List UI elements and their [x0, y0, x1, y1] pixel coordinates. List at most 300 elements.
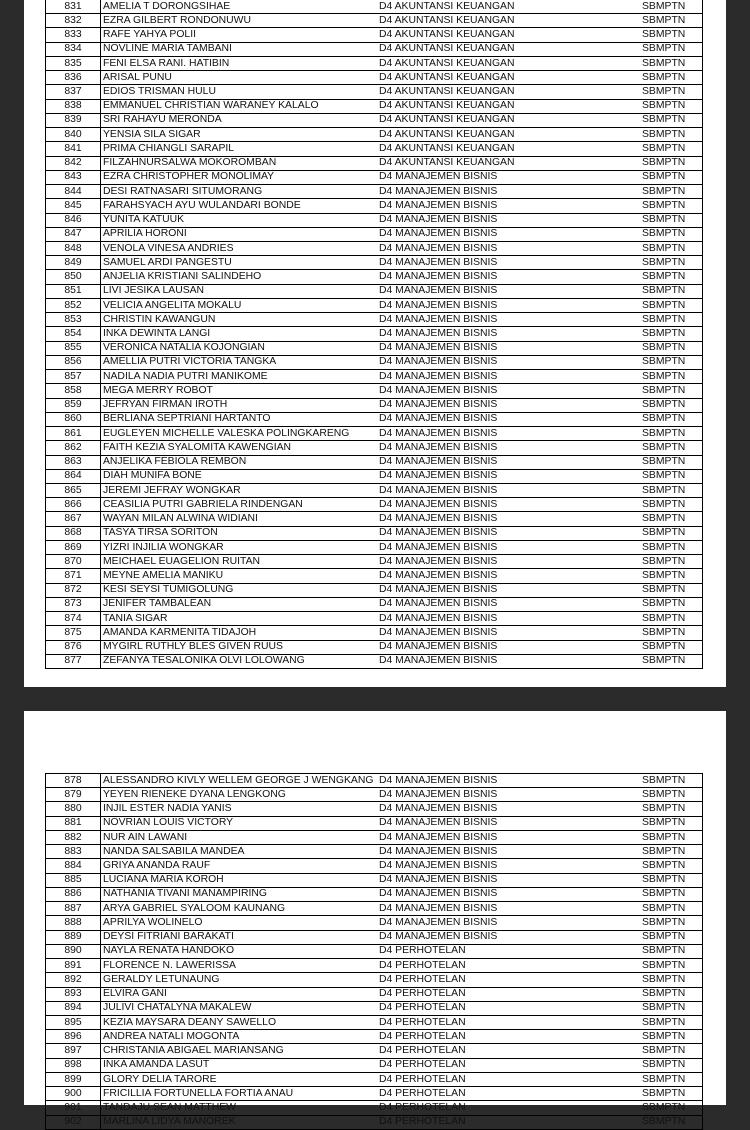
row-number: 884	[46, 859, 101, 873]
admission-path: SBMPTN	[642, 803, 686, 815]
study-program: D4 MANAJEMEN BISNIS	[379, 774, 498, 786]
student-name: FAITH KEZIA SYALOMITA KAWENGIAN	[103, 441, 292, 453]
row-number: 901	[46, 1101, 101, 1115]
table-row	[46, 1001, 703, 1015]
admission-path: SBMPTN	[642, 470, 686, 482]
study-program: D4 MANAJEMEN BISNIS	[379, 541, 498, 553]
student-name: GRIYA ANANDA RAUF	[103, 860, 211, 872]
row-number: 857	[46, 370, 101, 384]
admission-path: SBMPTN	[642, 598, 686, 610]
student-name: YEYEN RIENEKE DYANA LENGKONG	[103, 788, 286, 800]
study-program: D4 PERHOTELAN	[379, 1073, 466, 1085]
student-name: GERALDY LETUNAUNG	[103, 973, 220, 985]
row-number: 886	[46, 887, 101, 901]
admission-path: SBMPTN	[642, 655, 686, 667]
table-row	[46, 830, 703, 844]
table-row	[46, 227, 703, 241]
study-program: D4 AKUNTANSI KEUANGAN	[379, 29, 515, 41]
row-number: 890	[46, 944, 101, 958]
table-row	[46, 1058, 703, 1072]
admission-path: SBMPTN	[642, 1002, 686, 1014]
table-row	[46, 930, 703, 944]
table-row	[46, 1087, 703, 1101]
table-row	[46, 959, 703, 973]
table-row	[46, 256, 703, 270]
row-number: 834	[46, 42, 101, 56]
student-name: CHRISTANIA ABIGAEL MARIANSANG	[103, 1045, 284, 1057]
table-row	[46, 526, 703, 540]
student-name: JEREMI JEFRAY WONGKAR	[103, 484, 241, 496]
row-number: 842	[46, 156, 101, 170]
study-program: D4 MANAJEMEN BISNIS	[379, 214, 498, 226]
student-name: FARAHSYACH AYU WULANDARI BONDE	[103, 199, 301, 211]
student-name: NUR AIN LAWANI	[103, 831, 188, 843]
study-program: D4 MANAJEMEN BISNIS	[379, 803, 498, 815]
admission-path: SBMPTN	[642, 185, 686, 197]
student-name: EDIOS TRISMAN HULU	[103, 86, 216, 98]
admission-path: SBMPTN	[642, 988, 686, 1000]
row-number: 864	[46, 469, 101, 483]
study-program: D4 MANAJEMEN BISNIS	[379, 413, 498, 425]
table-row	[46, 802, 703, 816]
study-program: D4 PERHOTELAN	[379, 1002, 466, 1014]
admission-path: SBMPTN	[642, 888, 686, 900]
admission-path: SBMPTN	[642, 1045, 686, 1057]
row-number: 878	[46, 774, 101, 788]
row-number: 839	[46, 113, 101, 127]
study-program: D4 AKUNTANSI KEUANGAN	[379, 114, 515, 126]
student-name: DIAH MUNIFA BONE	[103, 470, 202, 482]
student-name: ALESSANDRO KIVLY WELLEM GEORGE J WENGKANG	[103, 774, 374, 786]
admission-path: SBMPTN	[642, 86, 686, 98]
table-row	[46, 654, 703, 668]
admission-path: SBMPTN	[642, 157, 686, 169]
admission-path: SBMPTN	[642, 57, 686, 69]
student-name: AMELIA T DORONGSIHAE	[103, 0, 231, 12]
student-name: MYGIRL RUTHLY BLES GIVEN RUUS	[103, 641, 283, 653]
study-program: D4 AKUNTANSI KEUANGAN	[379, 157, 515, 169]
admission-path: SBMPTN	[642, 228, 686, 240]
admission-path: SBMPTN	[642, 1102, 686, 1113]
table-row	[46, 569, 703, 583]
student-name: EZRA CHRISTOPHER MONOLIMAY	[103, 171, 275, 183]
table-row	[46, 916, 703, 930]
row-number: 900	[46, 1087, 101, 1101]
student-name: KESI SEYSI TUMIGOLUNG	[103, 584, 234, 596]
admission-path: SBMPTN	[642, 71, 686, 83]
table-row	[46, 455, 703, 469]
table-row	[46, 270, 703, 284]
admission-path: SBMPTN	[642, 513, 686, 525]
table-row	[46, 384, 703, 398]
table-row	[46, 56, 703, 70]
row-number: 836	[46, 71, 101, 85]
student-name: EUGLEYEN MICHELLE VALESKA POLINGKARENG	[103, 427, 350, 439]
study-program: D4 MANAJEMEN BISNIS	[379, 356, 498, 368]
student-table	[45, 0, 703, 669]
row-number: 844	[46, 185, 101, 199]
admission-path: SBMPTN	[642, 788, 686, 800]
row-number: 873	[46, 597, 101, 611]
study-program: D4 MANAJEMEN BISNIS	[379, 384, 498, 396]
admission-path: SBMPTN	[642, 1059, 686, 1071]
row-number: 897	[46, 1044, 101, 1058]
study-program: D4 MANAJEMEN BISNIS	[379, 427, 498, 439]
study-program: D4 MANAJEMEN BISNIS	[379, 555, 498, 567]
row-number: 888	[46, 916, 101, 930]
table-row	[46, 85, 703, 99]
admission-path: SBMPTN	[642, 214, 686, 226]
student-name: INKA DEWINTA LANGI	[103, 328, 211, 339]
admission-path: SBMPTN	[642, 774, 686, 786]
row-number: 855	[46, 341, 101, 355]
student-name: JEFRYAN FIRMAN IROTH	[103, 399, 228, 411]
table-row	[46, 859, 703, 873]
study-program: D4 MANAJEMEN BISNIS	[379, 313, 498, 325]
study-program: D4 AKUNTANSI KEUANGAN	[379, 57, 515, 69]
admission-path: SBMPTN	[642, 399, 686, 411]
student-name: CEASILIA PUTRI GABRIELA RINDENGAN	[103, 498, 303, 510]
study-program: D4 PERHOTELAN	[379, 1087, 466, 1099]
row-number: 859	[46, 398, 101, 412]
study-program: D4 MANAJEMEN BISNIS	[379, 860, 498, 872]
admission-path: SBMPTN	[642, 916, 686, 928]
student-name: JULIVI CHATALYNA MAKALEW	[103, 1002, 252, 1014]
study-program: D4 MANAJEMEN BISNIS	[379, 888, 498, 900]
study-program: D4 PERHOTELAN	[379, 1045, 466, 1057]
study-program: D4 MANAJEMEN BISNIS	[379, 242, 498, 254]
row-number: 850	[46, 270, 101, 284]
study-program: D4 PERHOTELAN	[379, 988, 466, 1000]
row-number: 868	[46, 526, 101, 540]
table-row	[46, 1101, 703, 1115]
student-name: EZRA GILBERT RONDONUWU	[103, 14, 251, 26]
student-name: SAMUEL ARDI PANGESTU	[103, 256, 232, 268]
table-row	[46, 28, 703, 42]
student-name: FENI ELSA RANI. HATIBIN	[103, 57, 230, 69]
student-name: NATHANIA TIVANI MANAMPIRING	[103, 888, 267, 900]
table-row	[46, 540, 703, 554]
study-program: D4 AKUNTANSI KEUANGAN	[379, 71, 515, 83]
row-number: 876	[46, 640, 101, 654]
study-program: D4 MANAJEMEN BISNIS	[379, 185, 498, 197]
table-row	[46, 774, 703, 788]
study-program: D4 MANAJEMEN BISNIS	[379, 342, 498, 354]
row-number: 856	[46, 355, 101, 369]
student-name: AMANDA KARMENITA TIDAJOH	[103, 626, 257, 638]
table-row	[46, 355, 703, 369]
row-number: 889	[46, 930, 101, 944]
student-name: APRILIA HORONI	[103, 228, 187, 240]
study-program: D4 MANAJEMEN BISNIS	[379, 513, 498, 525]
study-program: D4 MANAJEMEN BISNIS	[379, 612, 498, 624]
row-number: 858	[46, 384, 101, 398]
student-name: LUCIANA MARIA KOROH	[103, 874, 224, 886]
table-row	[46, 0, 703, 14]
admission-path: SBMPTN	[642, 527, 686, 539]
student-name: GLORY DELIA TARORE	[103, 1073, 217, 1085]
student-name: NANDA SALSABILA MANDEA	[103, 845, 245, 857]
admission-path: SBMPTN	[642, 299, 686, 311]
student-name: FRICILLIA FORTUNELLA FORTIA ANAU	[103, 1087, 294, 1099]
study-program: D4 MANAJEMEN BISNIS	[379, 328, 498, 339]
student-name: DEYSI FITRIANI BARAKATI	[103, 931, 234, 943]
admission-path: SBMPTN	[642, 817, 686, 829]
row-number: 865	[46, 483, 101, 497]
document-page-2	[24, 711, 726, 1128]
table-row	[46, 284, 703, 298]
admission-path: SBMPTN	[642, 128, 686, 140]
student-name: NOVLINE MARIA TAMBANI	[103, 43, 232, 55]
study-program: D4 MANAJEMEN BISNIS	[379, 256, 498, 268]
row-number: 875	[46, 626, 101, 640]
student-name: MEYNE AMELIA MANIKU	[103, 569, 224, 581]
study-program: D4 AKUNTANSI KEUANGAN	[379, 128, 515, 140]
row-number: 835	[46, 56, 101, 70]
table-row	[46, 640, 703, 654]
row-number: 881	[46, 816, 101, 830]
row-number: 894	[46, 1001, 101, 1015]
admission-path: SBMPTN	[642, 328, 686, 339]
row-number: 896	[46, 1030, 101, 1044]
admission-path: SBMPTN	[642, 441, 686, 453]
row-number: 892	[46, 973, 101, 987]
table-row	[46, 412, 703, 426]
student-name: TANDAJU SEAN MATTHEW	[103, 1102, 236, 1113]
admission-path: SBMPTN	[642, 902, 686, 914]
student-name: YENSIA SILA SIGAR	[103, 128, 201, 140]
table-row	[46, 873, 703, 887]
table-row	[46, 1044, 703, 1058]
document-page-1	[24, 0, 726, 687]
student-name: ZEFANYA TESALONIKA OLVI LOLOWANG	[103, 655, 305, 667]
table-row	[46, 498, 703, 512]
study-program: D4 MANAJEMEN BISNIS	[379, 641, 498, 653]
admission-path: SBMPTN	[642, 626, 686, 638]
table-row	[46, 1030, 703, 1044]
row-number: 862	[46, 441, 101, 455]
admission-path: SBMPTN	[642, 1087, 686, 1099]
table-row	[46, 583, 703, 597]
student-name: APRILYA WOLINELO	[103, 916, 203, 928]
student-name: DESI RATNASARI SITUMORANG	[103, 185, 263, 197]
student-name: ELVIRA GANI	[103, 988, 167, 1000]
admission-path: SBMPTN	[642, 384, 686, 396]
study-program: D4 AKUNTANSI KEUANGAN	[379, 86, 515, 98]
admission-path: SBMPTN	[642, 555, 686, 567]
row-number: 885	[46, 873, 101, 887]
table-row	[46, 42, 703, 56]
study-program: D4 MANAJEMEN BISNIS	[379, 817, 498, 829]
row-number: 847	[46, 227, 101, 241]
admission-path: SBMPTN	[642, 0, 686, 12]
admission-path: SBMPTN	[642, 285, 686, 297]
study-program: D4 MANAJEMEN BISNIS	[379, 655, 498, 667]
row-number: 849	[46, 256, 101, 270]
row-number: 882	[46, 830, 101, 844]
study-program: D4 MANAJEMEN BISNIS	[379, 569, 498, 581]
admission-path: SBMPTN	[642, 342, 686, 354]
table-row	[46, 512, 703, 526]
table-row	[46, 944, 703, 958]
table-row	[46, 1115, 703, 1129]
study-program: D4 PERHOTELAN	[379, 1116, 466, 1128]
study-program: D4 AKUNTANSI KEUANGAN	[379, 142, 515, 154]
study-program: D4 AKUNTANSI KEUANGAN	[379, 0, 515, 12]
student-table	[45, 773, 703, 1130]
row-number: 852	[46, 298, 101, 312]
study-program: D4 AKUNTANSI KEUANGAN	[379, 43, 515, 55]
student-name: AMELLIA PUTRI VICTORIA TANGKA	[103, 356, 277, 368]
table-row	[46, 1072, 703, 1086]
study-program: D4 MANAJEMEN BISNIS	[379, 299, 498, 311]
admission-path: SBMPTN	[642, 484, 686, 496]
student-name: RAFE YAHYA POLII	[103, 29, 196, 41]
student-name: WAYAN MILAN ALWINA WIDIANI	[103, 513, 258, 525]
student-name: CHRISTIN KAWANGUN	[103, 313, 216, 325]
admission-path: SBMPTN	[642, 498, 686, 510]
study-program: D4 PERHOTELAN	[379, 1030, 466, 1042]
row-number: 833	[46, 28, 101, 42]
admission-path: SBMPTN	[642, 1116, 686, 1128]
table-row	[46, 113, 703, 127]
admission-path: SBMPTN	[642, 356, 686, 368]
study-program: D4 MANAJEMEN BISNIS	[379, 931, 498, 943]
table-row	[46, 313, 703, 327]
study-program: D4 MANAJEMEN BISNIS	[379, 626, 498, 638]
table-row	[46, 185, 703, 199]
table-row	[46, 987, 703, 1001]
student-name: MEICHAEL EUAGELION RUITAN	[103, 555, 261, 567]
row-number: 867	[46, 512, 101, 526]
table-row	[46, 14, 703, 28]
admission-path: SBMPTN	[642, 271, 686, 283]
study-program: D4 MANAJEMEN BISNIS	[379, 831, 498, 843]
student-name: ANJELIKA FEBIOLA REMBON	[103, 456, 247, 468]
student-name: TASYA TIRSA SORITON	[103, 527, 218, 539]
study-program: D4 MANAJEMEN BISNIS	[379, 527, 498, 539]
student-name: PRIMA CHIANGLI SARAPIL	[103, 142, 235, 154]
table-row	[46, 887, 703, 901]
table-row	[46, 199, 703, 213]
row-number: 899	[46, 1072, 101, 1086]
admission-path: SBMPTN	[642, 860, 686, 872]
student-name: ANDREA NATALI MOGONTA	[103, 1030, 240, 1042]
row-number: 866	[46, 498, 101, 512]
admission-path: SBMPTN	[642, 171, 686, 183]
study-program: D4 MANAJEMEN BISNIS	[379, 902, 498, 914]
row-number: 869	[46, 540, 101, 554]
row-number: 883	[46, 845, 101, 859]
row-number: 870	[46, 555, 101, 569]
row-number: 832	[46, 14, 101, 28]
row-number: 902	[46, 1115, 101, 1129]
study-program: D4 MANAJEMEN BISNIS	[379, 271, 498, 283]
table-row	[46, 555, 703, 569]
row-number: 846	[46, 213, 101, 227]
student-name: NADILA NADIA PUTRI MANIKOME	[103, 370, 268, 382]
table-row	[46, 170, 703, 184]
student-name: FILZAHNURSALWA MOKOROMBAN	[103, 157, 277, 169]
study-program: D4 MANAJEMEN BISNIS	[379, 874, 498, 886]
row-number: 872	[46, 583, 101, 597]
study-program: D4 PERHOTELAN	[379, 973, 466, 985]
row-number: 853	[46, 313, 101, 327]
admission-path: SBMPTN	[642, 114, 686, 126]
student-name: SRI RAHAYU MERONDA	[103, 114, 222, 126]
admission-path: SBMPTN	[642, 569, 686, 581]
row-number: 874	[46, 612, 101, 626]
study-program: D4 MANAJEMEN BISNIS	[379, 441, 498, 453]
admission-path: SBMPTN	[642, 100, 686, 112]
study-program: D4 PERHOTELAN	[379, 1102, 466, 1113]
admission-path: SBMPTN	[642, 242, 686, 254]
study-program: D4 MANAJEMEN BISNIS	[379, 916, 498, 928]
study-program: D4 PERHOTELAN	[379, 959, 466, 971]
table-row	[46, 626, 703, 640]
table-row	[46, 1015, 703, 1029]
table-row	[46, 241, 703, 255]
student-name: LIVI JESIKA LAUSAN	[103, 285, 205, 297]
table-row	[46, 597, 703, 611]
admission-path: SBMPTN	[642, 29, 686, 41]
table-row	[46, 213, 703, 227]
admission-path: SBMPTN	[642, 931, 686, 943]
admission-path: SBMPTN	[642, 874, 686, 886]
admission-path: SBMPTN	[642, 959, 686, 971]
admission-path: SBMPTN	[642, 1030, 686, 1042]
admission-path: SBMPTN	[642, 541, 686, 553]
study-program: D4 MANAJEMEN BISNIS	[379, 598, 498, 610]
study-program: D4 MANAJEMEN BISNIS	[379, 584, 498, 596]
table-row	[46, 427, 703, 441]
row-number: 831	[46, 0, 101, 14]
admission-path: SBMPTN	[642, 313, 686, 325]
admission-path: SBMPTN	[642, 641, 686, 653]
table-row	[46, 788, 703, 802]
admission-path: SBMPTN	[642, 831, 686, 843]
table-row	[46, 142, 703, 156]
row-number: 879	[46, 788, 101, 802]
study-program: D4 PERHOTELAN	[379, 1059, 466, 1071]
table-row	[46, 816, 703, 830]
table-row	[46, 128, 703, 142]
study-program: D4 MANAJEMEN BISNIS	[379, 228, 498, 240]
row-number: 840	[46, 128, 101, 142]
admission-path: SBMPTN	[642, 1073, 686, 1085]
study-program: D4 AKUNTANSI KEUANGAN	[379, 100, 515, 112]
student-name: MEGA MERRY ROBOT	[103, 384, 213, 396]
table-row	[46, 156, 703, 170]
study-program: D4 PERHOTELAN	[379, 1016, 466, 1028]
table-row	[46, 370, 703, 384]
row-number: 837	[46, 85, 101, 99]
student-name: ARYA GABRIEL SYALOOM KAUNANG	[103, 902, 286, 914]
table-row	[46, 99, 703, 113]
table-row	[46, 973, 703, 987]
table-row	[46, 902, 703, 916]
row-number: 877	[46, 654, 101, 668]
student-name: VENOLA VINESA ANDRIES	[103, 242, 234, 254]
admission-path: SBMPTN	[642, 612, 686, 624]
table-row	[46, 298, 703, 312]
study-program: D4 MANAJEMEN BISNIS	[379, 470, 498, 482]
row-number: 887	[46, 902, 101, 916]
table-row	[46, 398, 703, 412]
admission-path: SBMPTN	[642, 256, 686, 268]
study-program: D4 MANAJEMEN BISNIS	[379, 171, 498, 183]
study-program: D4 MANAJEMEN BISNIS	[379, 370, 498, 382]
